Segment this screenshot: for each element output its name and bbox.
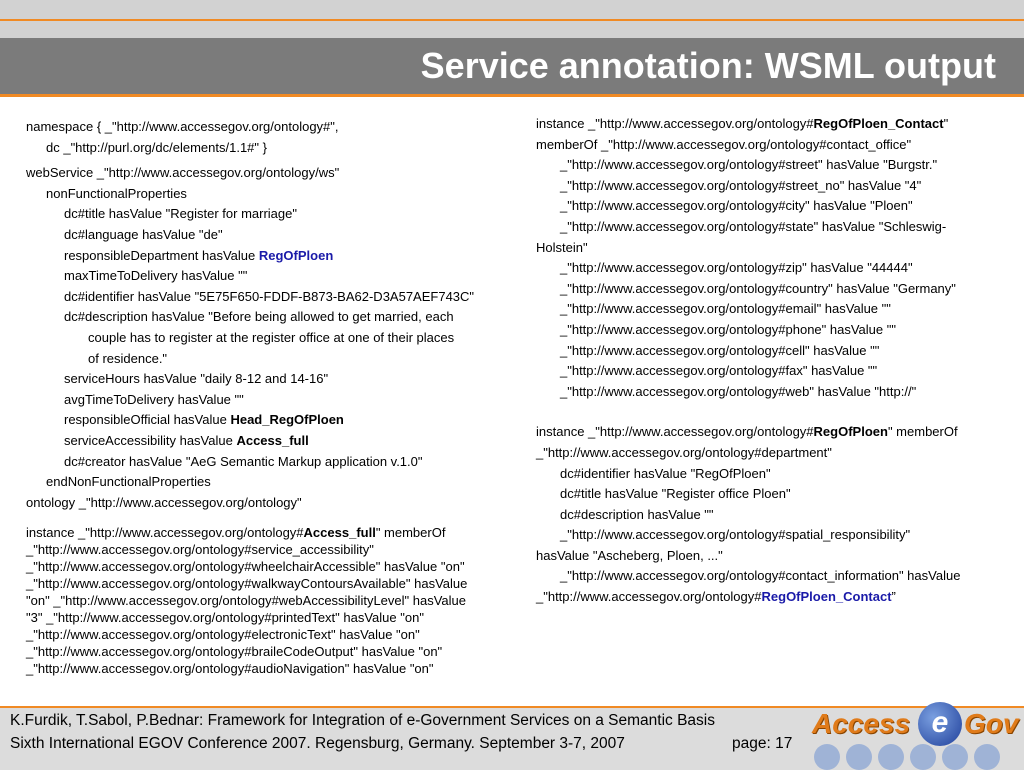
code-line: _"http://www.accessegov.org/ontology#walkwayContoursAvailable" hasValue xyxy=(26,576,468,592)
code-text: " xyxy=(943,116,949,131)
footer-authors: K.Furdik, T.Sabol, P.Bednar: Framework for Integration of e-Government Services on a Semantic Basis xyxy=(10,712,716,729)
code-line: dc#title hasValue "Register for marriage" xyxy=(64,206,297,222)
code-line: _"http://www.accessegov.org/ontology#cell" hasValue "" xyxy=(560,342,880,358)
code-line: endNonFunctionalProperties xyxy=(46,474,211,490)
left-column xyxy=(26,117,474,677)
code-line: dc _"http://purl.org/dc/elements/1.1#" } xyxy=(46,139,267,155)
code-bold: RegOfPloen xyxy=(813,424,888,440)
code-text: responsibleOfficial hasValue xyxy=(64,412,231,428)
code-line xyxy=(536,587,960,608)
code-line: dc#language hasValue "de" xyxy=(64,226,223,242)
code-line xyxy=(536,114,960,135)
code-line: _"http://www.accessegov.org/ontology#street_no" hasValue "4" xyxy=(560,177,922,193)
code-line: nonFunctionalProperties xyxy=(46,185,187,201)
code-line: webService _"http://www.accessegov.org/ontology/ws" xyxy=(26,165,340,181)
code-line: _"http://www.accessegov.org/ontology#city" hasValue "Ploen" xyxy=(560,198,913,214)
code-line: _"http://www.accessegov.org/ontology#spatial_responsibility" xyxy=(560,527,911,543)
logo-text-access: Access xyxy=(812,708,911,739)
code-bold: Access_full xyxy=(236,432,309,448)
decor-dot xyxy=(846,744,872,770)
code-line: _"http://www.accessegov.org/ontology#wheelchairAccessible" hasValue "on" xyxy=(26,559,465,575)
code-link: RegOfPloen_Contact xyxy=(761,589,892,605)
code-text: " memberOf xyxy=(375,525,446,541)
code-line: _"http://www.accessegov.org/ontology#state" hasValue "Schleswig- xyxy=(560,218,947,234)
code-line: couple has to register at the register office at one of their places xyxy=(88,329,455,345)
code-line: namespace { _"http://www.accessegov.org/ontology#", xyxy=(26,119,339,134)
code-text: responsibleDepartment hasValue xyxy=(64,247,259,263)
slide-title: Service annotation: WSML output xyxy=(420,45,996,86)
code-line xyxy=(26,246,474,267)
code-bold: RegOfPloen_Contact xyxy=(813,116,944,131)
decor-dot xyxy=(910,744,936,770)
code-bold: Head_RegOfPloen xyxy=(230,412,344,428)
logo-text-gov: Gov xyxy=(964,708,1019,739)
code-line: _"http://www.accessegov.org/ontology#street" hasValue "Burgstr." xyxy=(560,157,938,173)
footer-conference: Sixth International EGOV Conference 2007. Regensburg, Germany. September 3-7, 2007 xyxy=(10,735,625,752)
code-line: of residence." xyxy=(88,350,168,366)
code-line: dc#identifier hasValue "RegOfPloen" xyxy=(560,465,771,481)
code-line: dc#description hasValue "" xyxy=(560,506,714,522)
code-text: instance _"http://www.accessegov.org/ontology# xyxy=(26,525,304,541)
code-line xyxy=(26,410,474,431)
code-line: _"http://www.accessegov.org/ontology#braileCodeOutput" hasValue "on" xyxy=(26,644,443,660)
accessegov-logo xyxy=(812,704,1020,746)
code-line: _"http://www.accessegov.org/ontology#web" hasValue "http://" xyxy=(560,383,917,399)
code-line: _"http://www.accessegov.org/ontology#zip" hasValue "44444" xyxy=(560,260,913,276)
code-line: _"http://www.accessegov.org/ontology#email" hasValue "" xyxy=(560,301,891,317)
decor-dot xyxy=(974,744,1000,770)
code-line: dc#description hasValue "Before being allowed to get married, each xyxy=(64,309,454,325)
decor-dot xyxy=(942,744,968,770)
code-line: dc#identifier hasValue "5E75F650-FDDF-B873-BA62-D3A57AEF743C" xyxy=(64,288,475,304)
code-line: Holstein" xyxy=(536,239,588,255)
code-line: avgTimeToDelivery hasValue "" xyxy=(64,391,244,407)
code-text: " memberOf xyxy=(887,424,958,440)
code-line: ontology _"http://www.accessegov.org/ontology" xyxy=(26,494,302,510)
code-link: RegOfPloen xyxy=(258,247,334,263)
code-line: memberOf _"http://www.accessegov.org/ontology#contact_office" xyxy=(536,136,912,152)
decor-dot xyxy=(878,744,904,770)
code-text: serviceAccessibility hasValue xyxy=(64,432,237,448)
code-line xyxy=(536,422,960,443)
code-line: hasValue "Ascheberg, Ploen, ..." xyxy=(536,547,723,563)
code-line xyxy=(26,524,474,541)
logo-e-icon: e xyxy=(918,702,962,746)
code-line: _"http://www.accessegov.org/ontology#phone" hasValue "" xyxy=(560,321,896,337)
logo-dots xyxy=(812,744,1024,768)
code-line: _"http://www.accessegov.org/ontology#department" xyxy=(536,444,832,460)
right-column xyxy=(536,114,960,608)
code-line: serviceHours hasValue "daily 8-12 and 14-16" xyxy=(64,371,329,387)
top-accent-line xyxy=(0,19,1024,21)
code-text: ” xyxy=(891,589,896,605)
code-bold: Access_full xyxy=(303,525,376,541)
title-accent-line xyxy=(0,94,1024,97)
code-line: _"http://www.accessegov.org/ontology#service_accessibility" xyxy=(26,542,374,558)
code-text: _"http://www.accessegov.org/ontology# xyxy=(536,589,762,605)
page-number: page: 17 xyxy=(732,735,793,752)
decor-dot xyxy=(814,744,840,770)
code-text: instance _"http://www.accessegov.org/ontology# xyxy=(536,116,814,131)
code-line: _"http://www.accessegov.org/ontology#country" hasValue "Germany" xyxy=(560,280,956,296)
code-line: "3" _"http://www.accessegov.org/ontology#printedText" hasValue "on" xyxy=(26,610,424,626)
code-line: _"http://www.accessegov.org/ontology#electronicText" hasValue "on" xyxy=(26,627,420,643)
code-line: _"http://www.accessegov.org/ontology#audioNavigation" hasValue "on" xyxy=(26,661,434,677)
code-line: _"http://www.accessegov.org/ontology#fax" hasValue "" xyxy=(560,363,878,379)
code-line xyxy=(26,431,474,452)
code-line: _"http://www.accessegov.org/ontology#contact_information" hasValue xyxy=(560,568,961,584)
code-line: "on" _"http://www.accessegov.org/ontology#webAccessibilityLevel" hasValue xyxy=(26,593,466,609)
code-line: dc#creator hasValue "AeG Semantic Markup application v.1.0" xyxy=(64,453,423,469)
code-line: dc#title hasValue "Register office Ploen" xyxy=(560,486,791,502)
code-text: instance _"http://www.accessegov.org/ontology# xyxy=(536,424,814,440)
code-line: maxTimeToDelivery hasValue "" xyxy=(64,268,248,284)
